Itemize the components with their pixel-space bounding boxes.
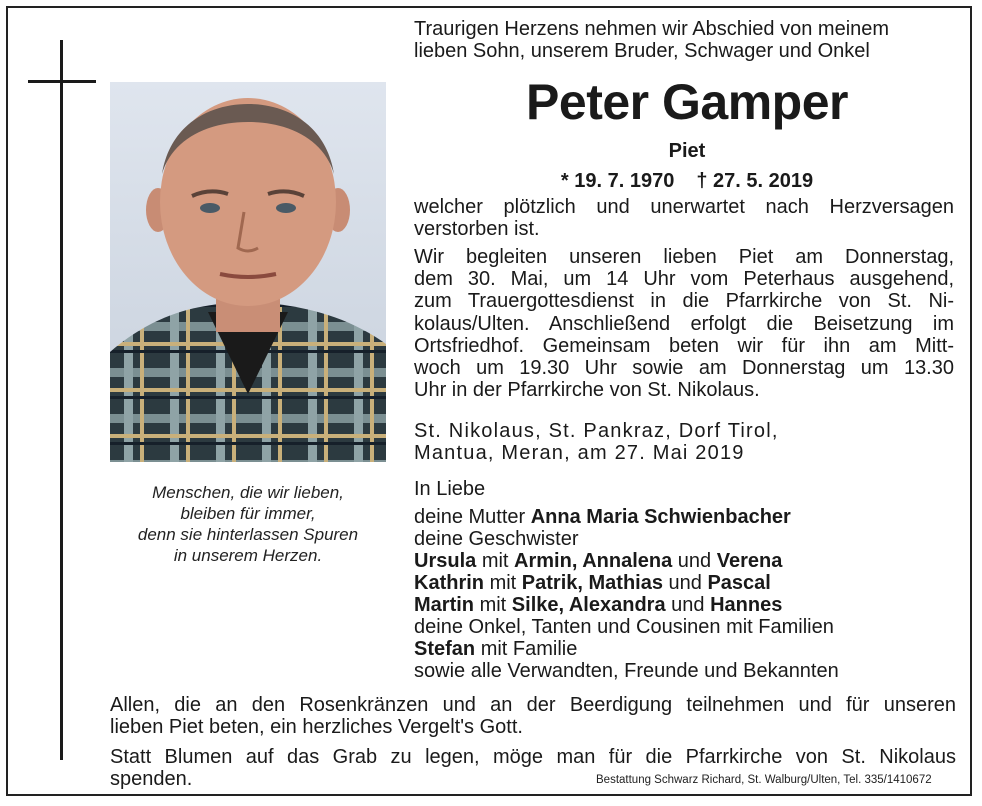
sibling-family-last: Hannes: [710, 594, 783, 616]
thanks-text: [110, 694, 956, 738]
thanks-line: Allen, die an den Rosenkränzen und an der Beerdigung teilnehmen und für unseren: [110, 694, 956, 716]
others-line: sowie alle Verwandten, Freunde und Bekannten: [414, 660, 839, 682]
sibling-line: [414, 550, 839, 572]
sibling-mit: mit: [489, 572, 517, 594]
sibling-name: Martin: [414, 594, 474, 616]
cross-icon-horizontal: [28, 80, 96, 83]
funeral-line: Wir begleiten unseren lieben Piet am Donnerstag,: [414, 246, 954, 268]
donation-line: Statt Blumen auf das Grab zu legen, möge man für die Pfarrkirche von St. Nikolaus: [110, 746, 956, 768]
stefan-name: Stefan: [414, 638, 476, 660]
funeral-line: dem 30. Mai, um 14 Uhr vom Peterhaus ausgehend,: [414, 268, 954, 291]
mother-name: Anna Maria Schwienbacher: [530, 506, 791, 528]
quote-line: in unserem Herzen.: [173, 546, 323, 565]
sibling-family: Patrik, Mathias: [521, 572, 663, 594]
death-date: † 27. 5. 2019: [696, 170, 814, 192]
quote-line: Menschen, die wir lieben,: [152, 483, 344, 502]
siblings-label: deine Geschwister: [414, 528, 579, 550]
birth-date: * 19. 7. 1970: [560, 170, 675, 192]
sibling-mit: mit: [481, 550, 509, 572]
donation-line: spenden.: [110, 768, 193, 790]
funeral-line: Ortsfriedhof. Gemeinsam beten wir für ihn am Mitt-: [414, 334, 954, 357]
stefan-rest: mit Familie: [480, 638, 578, 660]
in-love-label: In Liebe: [414, 478, 486, 500]
mourners-list: [414, 478, 839, 682]
funeral-line: woch um 19.30 Uhr sowie am Donnerstag um 13.30: [414, 356, 954, 379]
undertaker-credit: Bestattung Schwarz Richard, St. Walburg/Ulten, Tel. 335/1410672: [596, 774, 932, 786]
place-date-line: Mantua, Meran, am 27. Mai 2019: [414, 442, 745, 464]
cause-line: verstorben ist.: [414, 218, 540, 241]
funeral-line: Uhr in der Pfarrkirche von St. Nikolaus.: [414, 379, 760, 402]
funeral-details: [414, 246, 954, 401]
sibling-und: und: [671, 594, 705, 616]
intro-text: [414, 18, 889, 62]
funeral-line: zum Trauergottesdienst in die Pfarrkirche von St. Ni-: [414, 290, 954, 313]
place-date-line: St. Nikolaus, St. Pankraz, Dorf Tirol,: [414, 420, 779, 442]
sibling-und: und: [668, 572, 702, 594]
memorial-quote: [110, 482, 386, 566]
sibling-line: [414, 594, 839, 616]
sibling-name: Ursula: [414, 550, 477, 572]
portrait-photo: [110, 82, 386, 462]
relatives-line: deine Onkel, Tanten und Cousinen mit Familien: [414, 616, 834, 638]
mother-prefix: deine Mutter: [414, 506, 526, 528]
deceased-name: Peter Gamper: [526, 74, 848, 130]
cause-line: welcher plötzlich und unerwartet nach Herzversagen: [414, 196, 954, 218]
cause-of-death-text: [414, 196, 954, 240]
sibling-family: Armin, Annalena: [514, 550, 673, 572]
quote-line: denn sie hinterlassen Spuren: [137, 525, 359, 544]
life-dates: [414, 170, 960, 193]
thanks-line: lieben Piet beten, ein herzliches Vergelt's Gott.: [110, 716, 523, 738]
sibling-und: und: [677, 550, 712, 572]
mother-line: [414, 506, 839, 528]
sibling-family-last: Verena: [716, 550, 783, 572]
sibling-line: [414, 572, 839, 594]
sibling-family: Silke, Alexandra: [511, 594, 666, 616]
intro-line: lieben Sohn, unserem Bruder, Schwager und Onkel: [414, 40, 870, 62]
funeral-line: kolaus/Ulten. Anschließend erfolgt die Beisetzung im: [414, 312, 954, 335]
sibling-mit: mit: [479, 594, 507, 616]
sibling-family-last: Pascal: [707, 572, 771, 594]
stefan-line: [414, 638, 839, 660]
sibling-name: Kathrin: [414, 572, 484, 594]
cross-icon-vertical: [60, 40, 63, 760]
intro-line: Traurigen Herzens nehmen wir Abschied von meinem: [414, 18, 890, 40]
place-and-date: [414, 420, 779, 464]
quote-line: bleiben für immer,: [180, 504, 316, 523]
deceased-nickname: Piet: [668, 140, 706, 162]
